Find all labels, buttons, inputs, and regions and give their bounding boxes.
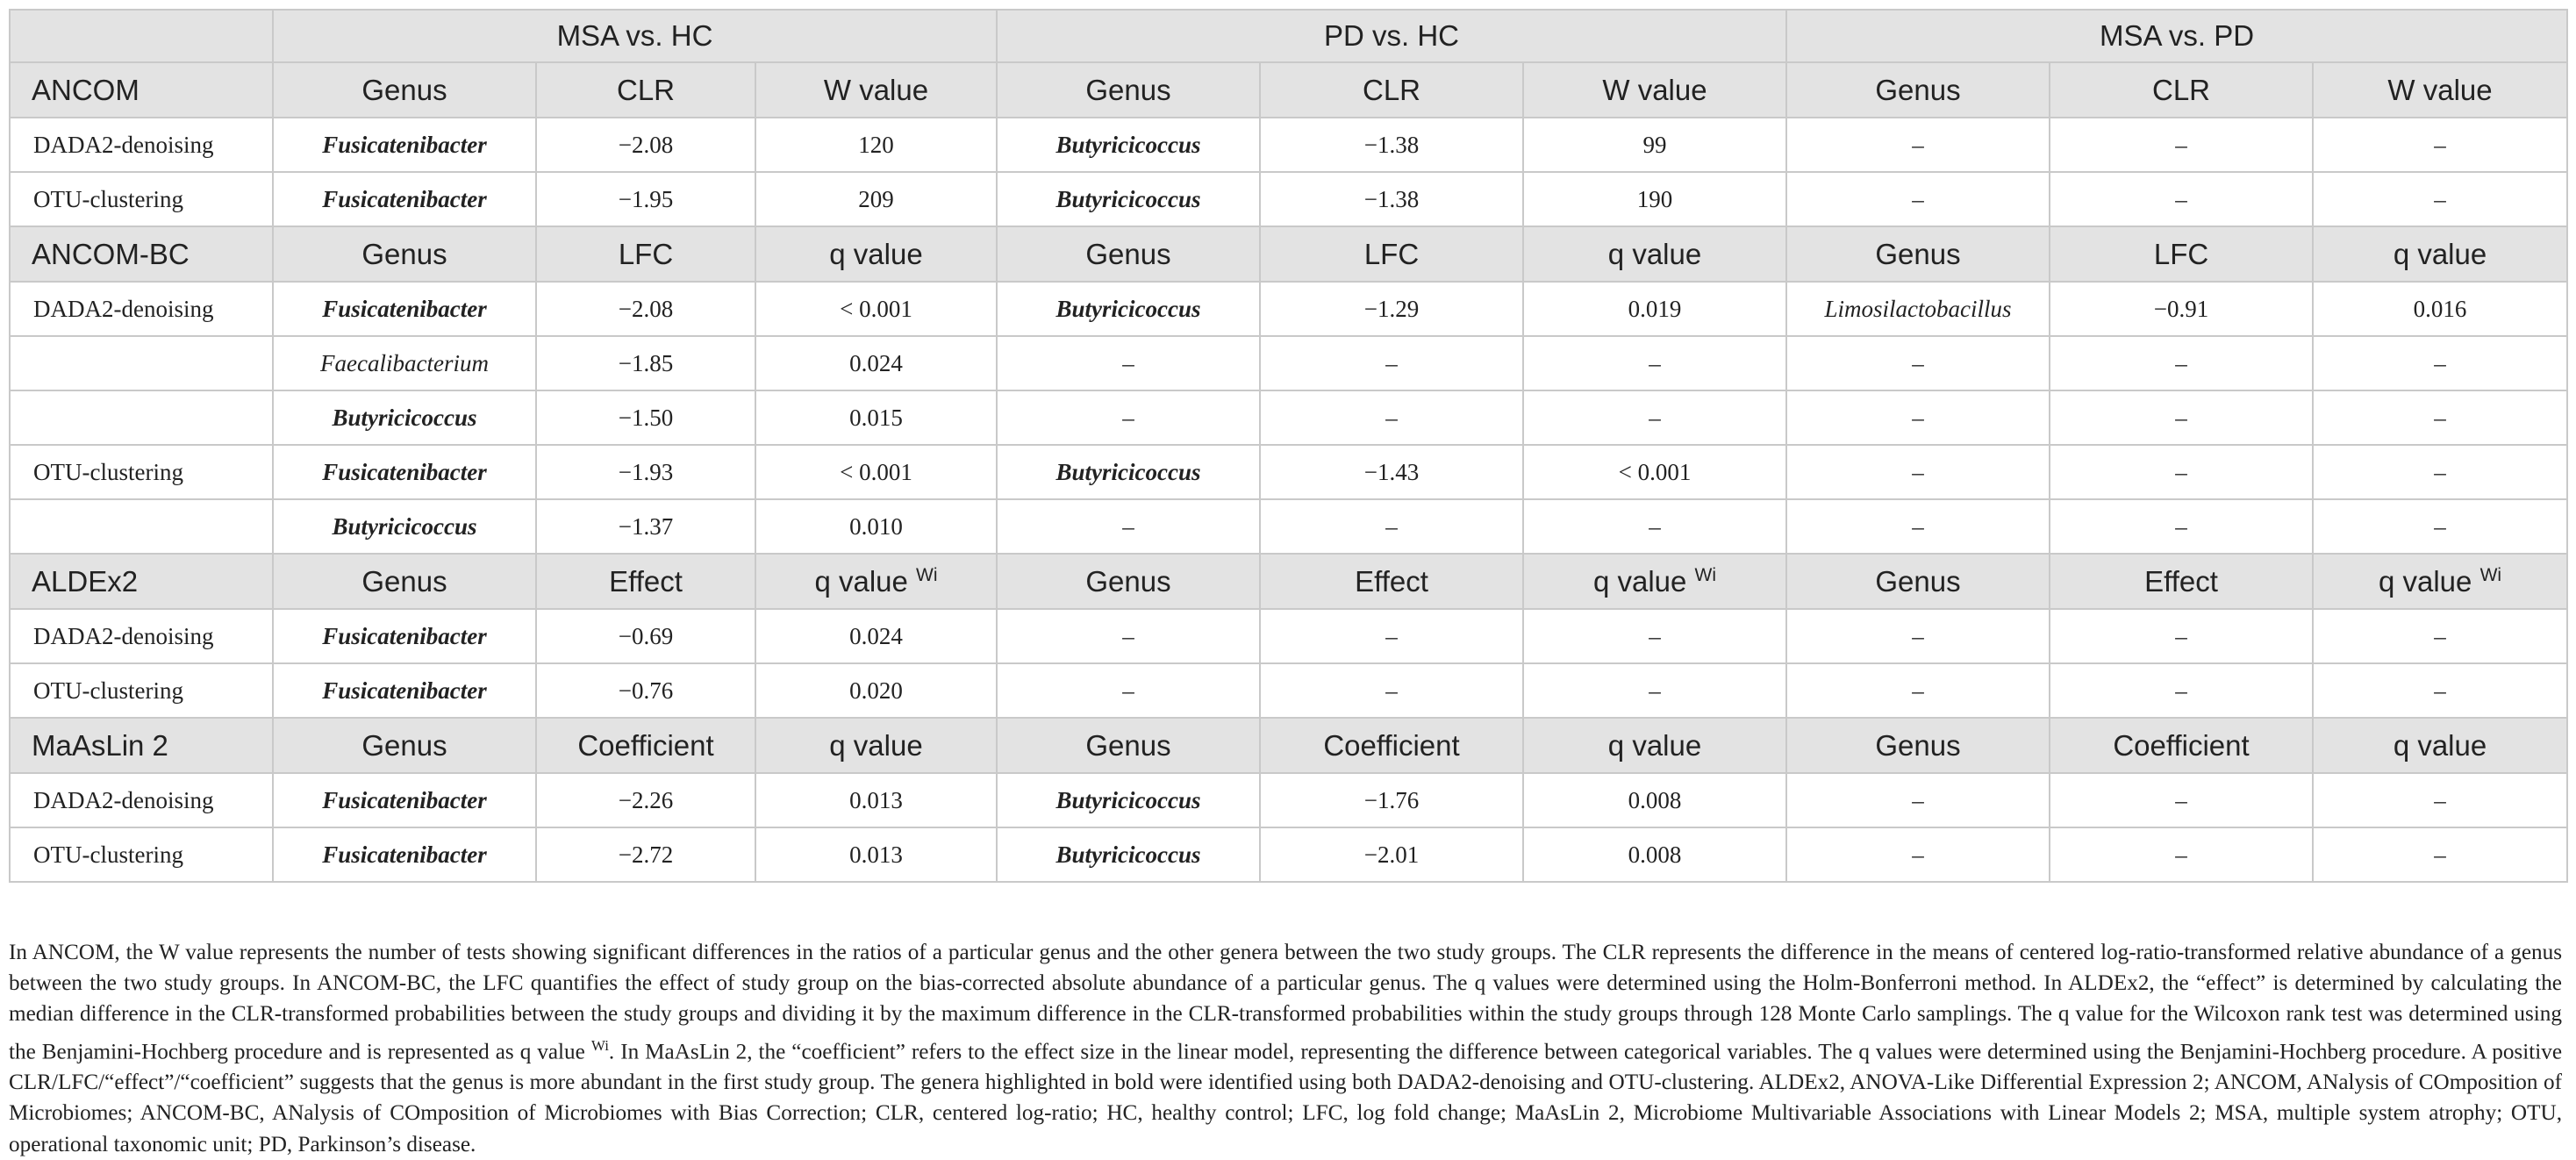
footnote-text-2: . In MaAsLin 2, the “coefficient” refers to the effect size in the linear model, representing the difference between categorical variables. The q values were determined using the Benjamini-Hochberg procedure. A positive CLR/LFC/“effect”/“coefficient” suggests that the genus is more abundant in the first study group. The genera highlighted in bold were identified using both DADA2-denoising and OTU-clustering. ALDEx2, ANOVA-Like Differential Expression 2; ANCOM, ANalysis of COmposition of Microbiomes; ANCOM-BC, ANalysis of COmposition of Microbiomes with Bias Correction; CLR, centered log-ratio; HC, healthy control; LFC, log fold change; MaAsLin 2, Microbiome Multivariable Associations with Linear Models 2; MSA, multiple system atrophy; OTU, operational taxonomic unit; PD, Parkinson’s disease. — [9, 1040, 2563, 1156]
footnote-superscript: Wi — [590, 1036, 609, 1054]
value-cell: 209 — [755, 172, 997, 226]
value-cell: 0.010 — [755, 499, 997, 554]
value-cell: < 0.001 — [1523, 445, 1786, 499]
column-header-superscript: Wi — [1694, 564, 1717, 585]
value-cell: −1.85 — [536, 336, 755, 390]
value-cell: – — [2050, 336, 2313, 390]
value-cell: – — [2313, 609, 2567, 663]
genus-cell: – — [997, 499, 1260, 554]
value-cell: 0.008 — [1523, 773, 1786, 827]
column-header-text: q value — [1592, 564, 1687, 598]
column-header-text: q value — [814, 564, 908, 598]
column-header-superscript: Wi — [916, 564, 938, 585]
value-cell: −0.91 — [2050, 282, 2313, 336]
value-cell: 0.008 — [1523, 827, 1786, 882]
value-cell: 190 — [1523, 172, 1786, 226]
row-label — [10, 390, 273, 445]
genus-cell: – — [1786, 609, 2050, 663]
value-cell: < 0.001 — [755, 282, 997, 336]
value-cell: – — [2313, 390, 2567, 445]
value-cell: – — [1260, 663, 1523, 718]
method-name: ANCOM — [10, 62, 273, 118]
column-header-superscript: Wi — [2479, 564, 2502, 585]
value-cell: – — [2050, 663, 2313, 718]
column-header: CLR — [2050, 62, 2313, 118]
column-header: Genus — [273, 554, 536, 609]
row-label: OTU-clustering — [10, 827, 273, 882]
row-label — [10, 499, 273, 554]
value-cell: −1.38 — [1260, 118, 1523, 172]
group-header-msa-vs-hc: MSA vs. HC — [273, 10, 997, 62]
genus-cell: – — [997, 663, 1260, 718]
column-header: Effect — [1260, 554, 1523, 609]
genus-cell: Fusicatenibacter — [273, 609, 536, 663]
value-cell: – — [1523, 609, 1786, 663]
column-header-text: q value — [2378, 564, 2472, 598]
value-cell: – — [2050, 172, 2313, 226]
value-cell: – — [1523, 390, 1786, 445]
column-header: W value — [2313, 62, 2567, 118]
method-name: MaAsLin 2 — [10, 718, 273, 773]
value-cell: 99 — [1523, 118, 1786, 172]
value-cell: −1.37 — [536, 499, 755, 554]
value-cell: −1.76 — [1260, 773, 1523, 827]
genus-cell: Fusicatenibacter — [273, 282, 536, 336]
value-cell: – — [1260, 336, 1523, 390]
genus-cell: Butyricicoccus — [997, 282, 1260, 336]
genus-cell: – — [1786, 172, 2050, 226]
table-row — [10, 390, 2567, 445]
value-cell: 0.013 — [755, 773, 997, 827]
value-cell: −0.76 — [536, 663, 755, 718]
value-cell: −2.08 — [536, 282, 755, 336]
table-row — [10, 118, 2567, 172]
value-cell: – — [1523, 663, 1786, 718]
column-header: Genus — [273, 226, 536, 282]
column-header: q value — [1523, 718, 1786, 773]
value-cell: – — [1523, 499, 1786, 554]
value-cell: 0.015 — [755, 390, 997, 445]
column-header: W value — [755, 62, 997, 118]
value-cell: −1.95 — [536, 172, 755, 226]
section-header-ancom-bc — [10, 226, 2567, 282]
column-header: LFC — [2050, 226, 2313, 282]
row-label: OTU-clustering — [10, 445, 273, 499]
value-cell: – — [1260, 499, 1523, 554]
corner-cell — [10, 10, 273, 62]
table-row — [10, 663, 2567, 718]
table-row — [10, 773, 2567, 827]
row-label: OTU-clustering — [10, 172, 273, 226]
column-header — [1523, 554, 1786, 609]
genus-cell: – — [1786, 118, 2050, 172]
row-label: DADA2-denoising — [10, 773, 273, 827]
results-table-container — [9, 9, 2566, 883]
genus-cell: Butyricicoccus — [997, 118, 1260, 172]
results-table-body — [10, 10, 2567, 882]
group-header-msa-vs-pd: MSA vs. PD — [1786, 10, 2567, 62]
genus-cell: Fusicatenibacter — [273, 663, 536, 718]
column-header: CLR — [1260, 62, 1523, 118]
value-cell: 120 — [755, 118, 997, 172]
column-header: Genus — [1786, 718, 2050, 773]
column-header: q value — [755, 718, 997, 773]
table-row — [10, 609, 2567, 663]
column-header: Effect — [2050, 554, 2313, 609]
value-cell: −1.29 — [1260, 282, 1523, 336]
column-header: CLR — [536, 62, 755, 118]
value-cell: – — [2313, 118, 2567, 172]
value-cell: 0.013 — [755, 827, 997, 882]
column-header: Effect — [536, 554, 755, 609]
genus-cell: Faecalibacterium — [273, 336, 536, 390]
value-cell: – — [2313, 336, 2567, 390]
value-cell: – — [2050, 118, 2313, 172]
genus-cell: – — [1786, 336, 2050, 390]
genus-cell: Fusicatenibacter — [273, 827, 536, 882]
value-cell: – — [2313, 499, 2567, 554]
genus-cell: – — [997, 609, 1260, 663]
value-cell: −2.26 — [536, 773, 755, 827]
genus-cell: – — [1786, 445, 2050, 499]
value-cell: – — [2313, 827, 2567, 882]
genus-cell: Fusicatenibacter — [273, 118, 536, 172]
genus-cell: Fusicatenibacter — [273, 172, 536, 226]
value-cell: – — [2313, 172, 2567, 226]
genus-cell: – — [997, 336, 1260, 390]
column-header: Genus — [997, 62, 1260, 118]
group-header-pd-vs-hc: PD vs. HC — [997, 10, 1786, 62]
row-label: DADA2-denoising — [10, 282, 273, 336]
table-row — [10, 499, 2567, 554]
genus-cell: – — [997, 390, 1260, 445]
value-cell: – — [2050, 773, 2313, 827]
value-cell: – — [2050, 445, 2313, 499]
genus-cell: Fusicatenibacter — [273, 445, 536, 499]
column-header: Genus — [273, 62, 536, 118]
value-cell: – — [2050, 499, 2313, 554]
genus-cell: – — [1786, 499, 2050, 554]
genus-cell: – — [1786, 663, 2050, 718]
column-header: Genus — [1786, 554, 2050, 609]
table-row — [10, 336, 2567, 390]
method-name: ALDEx2 — [10, 554, 273, 609]
column-header: LFC — [536, 226, 755, 282]
genus-cell: Butyricicoccus — [273, 390, 536, 445]
column-header: Coefficient — [536, 718, 755, 773]
row-label: DADA2-denoising — [10, 609, 273, 663]
column-header: Genus — [1786, 226, 2050, 282]
section-header-maaslin-2 — [10, 718, 2567, 773]
column-header: q value — [1523, 226, 1786, 282]
table-row — [10, 445, 2567, 499]
value-cell: −2.72 — [536, 827, 755, 882]
table-row — [10, 172, 2567, 226]
value-cell: −1.93 — [536, 445, 755, 499]
value-cell: 0.019 — [1523, 282, 1786, 336]
table-row — [10, 282, 2567, 336]
value-cell: 0.024 — [755, 336, 997, 390]
row-label: DADA2-denoising — [10, 118, 273, 172]
value-cell: −0.69 — [536, 609, 755, 663]
genus-cell: Butyricicoccus — [997, 827, 1260, 882]
value-cell: −1.43 — [1260, 445, 1523, 499]
genus-cell: Butyricicoccus — [997, 773, 1260, 827]
column-header: Genus — [273, 718, 536, 773]
results-table — [9, 9, 2568, 883]
footnote-text-1: In ANCOM, the W value represents the number of tests showing significant differences in the ratios of a particular genus and the other genera between the two study groups. The CLR represents the difference in the means of centered log-ratio-transformed relative abundance of a genus between the two study groups. In ANCOM-BC, the LFC quantifies the effect of study group on the bias-corrected absolute abundance of a particular genus. The q values were determined using the Holm-Bonferroni method. In ALDEx2, the “effect” is determined by calculating the median difference in the CLR-transformed probabilities between the study groups and dividing it by the maximum difference in the CLR-transformed probabilities within the study groups through 128 Monte Carlo samplings. The q value for the Wilcoxon rank test was determined using the Benjamini-Hochberg procedure and is represented as q value — [9, 941, 2562, 1063]
value-cell: – — [2313, 663, 2567, 718]
method-name: ANCOM-BC — [10, 226, 273, 282]
table-footnote — [9, 937, 2562, 1160]
column-header — [755, 554, 997, 609]
value-cell: 0.024 — [755, 609, 997, 663]
column-header — [2313, 554, 2567, 609]
value-cell: < 0.001 — [755, 445, 997, 499]
group-header-row — [10, 10, 2567, 62]
section-header-aldex2 — [10, 554, 2567, 609]
value-cell: −2.08 — [536, 118, 755, 172]
column-header: Coefficient — [2050, 718, 2313, 773]
table-row — [10, 827, 2567, 882]
value-cell: 0.020 — [755, 663, 997, 718]
column-header: q value — [2313, 718, 2567, 773]
column-header: Coefficient — [1260, 718, 1523, 773]
row-label: OTU-clustering — [10, 663, 273, 718]
genus-cell: – — [1786, 773, 2050, 827]
value-cell: – — [1260, 609, 1523, 663]
value-cell: −1.38 — [1260, 172, 1523, 226]
genus-cell: Butyricicoccus — [273, 499, 536, 554]
column-header: W value — [1523, 62, 1786, 118]
value-cell: 0.016 — [2313, 282, 2567, 336]
genus-cell: – — [1786, 827, 2050, 882]
genus-cell: – — [1786, 390, 2050, 445]
value-cell: – — [2050, 390, 2313, 445]
column-header: Genus — [1786, 62, 2050, 118]
genus-cell: Butyricicoccus — [997, 445, 1260, 499]
value-cell: −1.50 — [536, 390, 755, 445]
value-cell: – — [1260, 390, 1523, 445]
value-cell: −2.01 — [1260, 827, 1523, 882]
column-header: Genus — [997, 718, 1260, 773]
genus-cell: Fusicatenibacter — [273, 773, 536, 827]
column-header: q value — [755, 226, 997, 282]
section-header-ancom — [10, 62, 2567, 118]
column-header: LFC — [1260, 226, 1523, 282]
row-label — [10, 336, 273, 390]
column-header: Genus — [997, 554, 1260, 609]
value-cell: – — [2313, 445, 2567, 499]
value-cell: – — [2050, 609, 2313, 663]
column-header: q value — [2313, 226, 2567, 282]
genus-cell: Butyricicoccus — [997, 172, 1260, 226]
value-cell: – — [2050, 827, 2313, 882]
value-cell: – — [2313, 773, 2567, 827]
column-header: Genus — [997, 226, 1260, 282]
genus-cell: Limosilactobacillus — [1786, 282, 2050, 336]
value-cell: – — [1523, 336, 1786, 390]
